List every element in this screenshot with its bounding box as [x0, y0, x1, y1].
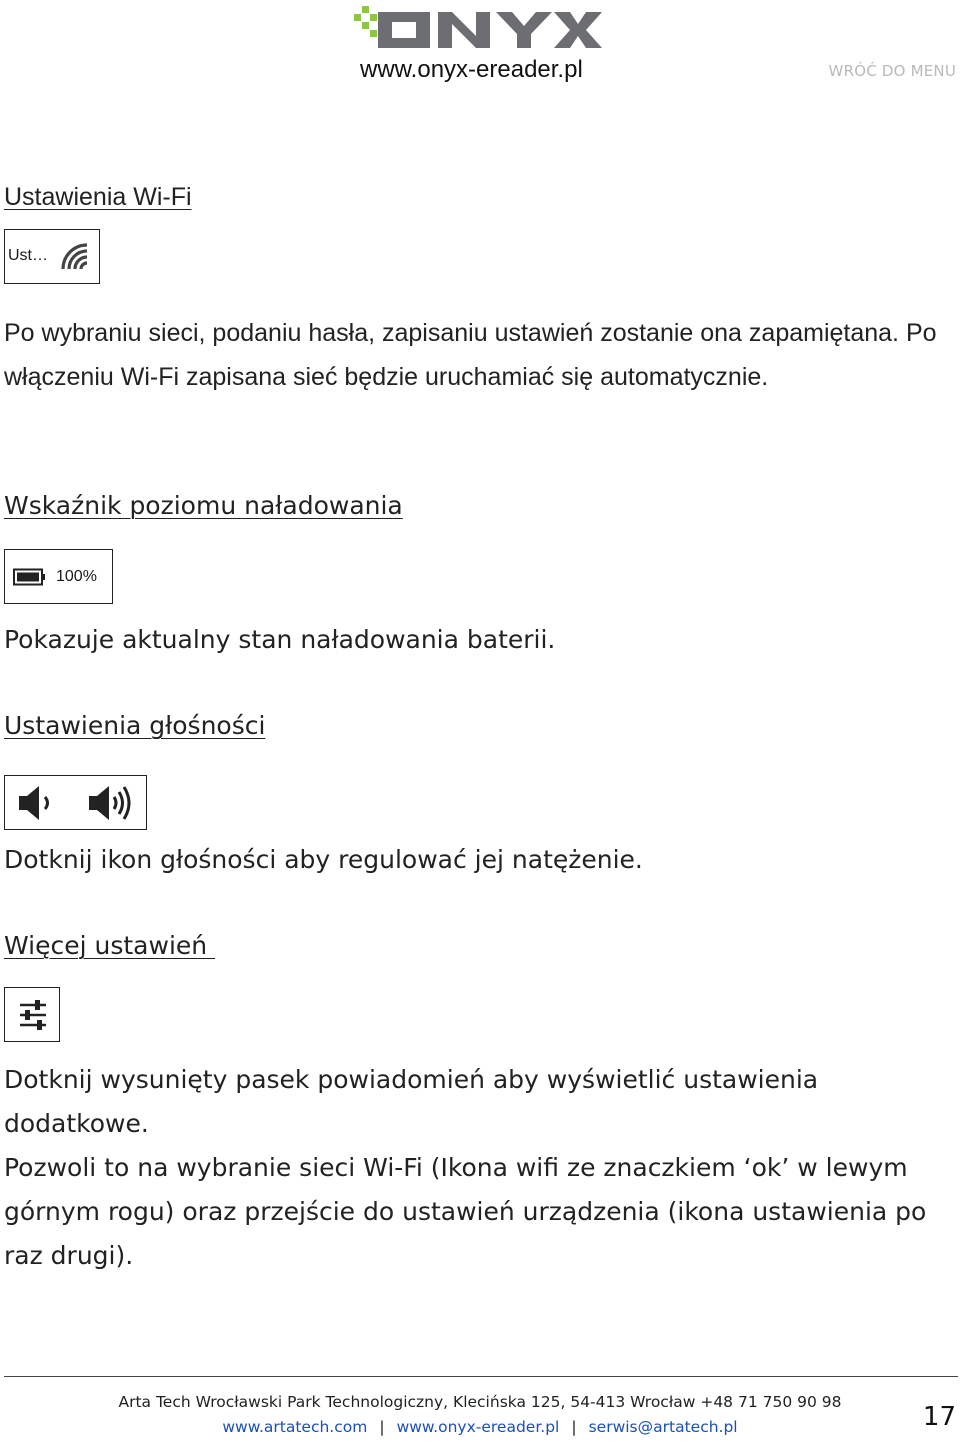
footer-link-artatech[interactable]: www.artatech.com	[222, 1418, 368, 1436]
wifi-settings-widget[interactable]	[4, 229, 100, 284]
battery-description: Pokazuje aktualny stan naładowania baterii.	[4, 625, 556, 654]
more-settings-description-2: Pozwoli to na wybranie sieci Wi-Fi (Ikona wifi ze znaczkiem ‘ok’ w lewym górnym rogu) oraz przejście do ustawień urządzenia (ikona ustawienia po raz drugi).	[4, 1153, 927, 1270]
footer-link-onyx[interactable]: www.onyx-ereader.pl	[396, 1418, 560, 1436]
sliders-icon	[18, 999, 48, 1031]
footer-separator: |	[379, 1418, 385, 1436]
wifi-description: Po wybraniu sieci, podaniu hasła, zapisaniu ustawień zostanie ona zapamiętana. Po włączeniu Wi-Fi zapisana sieć będzie uruchamiać się automatycznie.	[4, 319, 937, 391]
footer-address: Arta Tech Wrocławski Park Technologiczny, Klecińska 125, 54-413 Wrocław +48 71 750 90 98	[118, 1393, 842, 1411]
footer-link-email[interactable]: serwis@artatech.pl	[588, 1418, 738, 1436]
footer-links	[0, 1418, 960, 1436]
more-settings-heading: Więcej ustawień	[4, 931, 216, 960]
battery-indicator-widget	[4, 549, 113, 604]
footer-separator: |	[571, 1418, 577, 1436]
more-settings-description: Dotknij wysunięty pasek powiadomień aby wyświetlić ustawienia dodatkowe.	[4, 1065, 819, 1138]
volume-section-heading: Ustawienia głośności	[4, 711, 266, 740]
onyx-logo	[352, 4, 602, 50]
battery-percent-label: 100%	[56, 568, 97, 585]
wifi-widget-label: Ust…	[8, 247, 48, 264]
more-settings-widget[interactable]	[4, 987, 60, 1042]
battery-icon	[13, 568, 47, 586]
back-to-menu-link[interactable]: WRÓĆ DO MENU	[828, 62, 956, 80]
volume-widget	[4, 775, 147, 830]
volume-down-icon[interactable]	[17, 785, 59, 821]
site-url-link[interactable]: www.onyx-ereader.pl	[360, 56, 583, 83]
page-number: 17	[922, 1402, 956, 1432]
volume-up-icon[interactable]	[87, 783, 135, 823]
battery-section-heading: Wskaźnik poziomu naładowania	[4, 491, 403, 520]
volume-description: Dotknij ikon głośności aby regulować jej natężenie.	[4, 845, 643, 874]
footer-divider	[4, 1376, 958, 1377]
wifi-section-heading: Ustawienia Wi-Fi	[4, 183, 192, 211]
wifi-icon	[61, 243, 91, 271]
